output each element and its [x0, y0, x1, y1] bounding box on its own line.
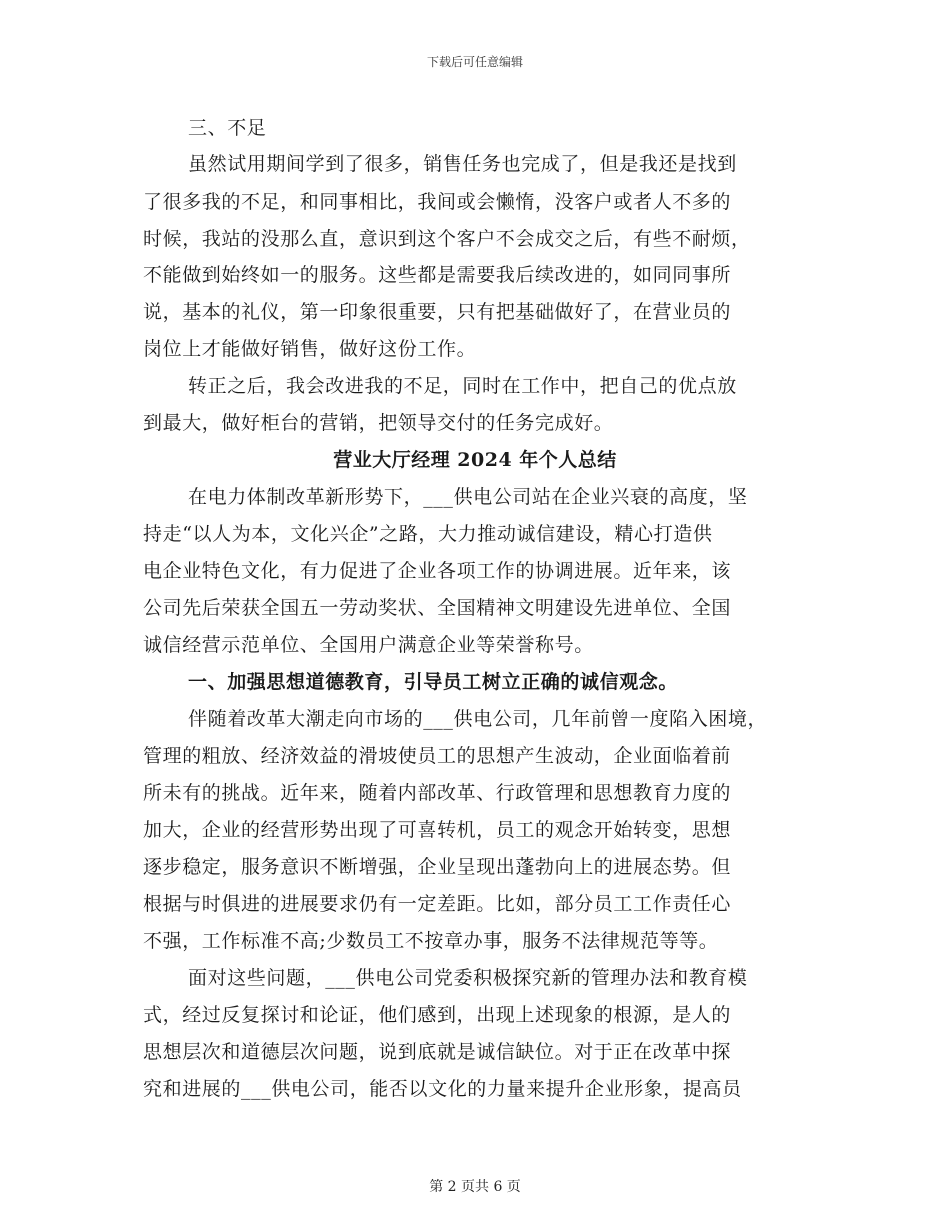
paragraph-line: 虽然试用期间学到了很多，销售任务也完成了，但是我还是找到: [188, 153, 737, 175]
paragraph-line: 式，经过反复探讨和论证，他们感到，出现上述现象的根源，是人的: [143, 1004, 732, 1026]
paragraph-line: 所未有的挑战。近年来，随着内部改革、行政管理和思想教育力度的: [143, 782, 732, 804]
section-heading-ethics: 一、加强思想道德教育，引导员工树立正确的诚信观念。: [188, 671, 679, 693]
paragraph-line: 究和进展的___供电公司，能否以文化的力量来提升企业形象，提高员: [143, 1078, 742, 1100]
paragraph-line: 到最大，做好柜台的营销，把领导交付的任务完成好。: [143, 412, 614, 434]
paragraph-line: 管理的粗放、经济效益的滑坡使员工的思想产生波动，企业面临着前: [143, 745, 732, 767]
paragraph-line: 不强，工作标准不高;少数员工不按章办事，服务不法律规范等等。: [143, 930, 719, 952]
paragraph-line: 了很多我的不足，和同事相比，我间或会懒惰，没客户或者人不多的: [143, 191, 732, 213]
paragraph-line: 诚信经营示范单位、全国用户满意企业等荣誉称号。: [143, 634, 594, 656]
paragraph-line: 不能做到始终如一的服务。这些都是需要我后续改进的，如同同事所: [143, 264, 732, 286]
paragraph-line: 岗位上才能做好销售，做好这份工作。: [143, 338, 477, 360]
paragraph-line: 伴随着改革大潮走向市场的___供电公司，几年前曾一度陷入困境，: [188, 708, 768, 730]
paragraph-line: 面对这些问题，___供电公司党委积极探究新的管理办法和教育模: [188, 967, 748, 989]
document-title: 营业大厅经理 2024 年个人总结: [333, 449, 617, 471]
paragraph-line: 说，基本的礼仪，第一印象很重要，只有把基础做好了，在营业员的: [143, 301, 732, 323]
section-heading-shortcomings: 三、不足: [188, 117, 267, 139]
paragraph-line: 转正之后，我会改进我的不足，同时在工作中，把自己的优点放: [188, 375, 737, 397]
paragraph-line: 持走“以人为本，文化兴企”之路，大力推动诚信建设，精心打造供: [143, 523, 713, 545]
paragraph-line: 加大，企业的经营形势出现了可喜转机，员工的观念开始转变，思想: [143, 819, 732, 841]
paragraph-line: 时候，我站的没那么直，意识到这个客户不会成交之后，有些不耐烦，: [143, 228, 751, 250]
paragraph-line: 公司先后荣获全国五一劳动奖状、全国精神文明建设先进单位、全国: [143, 597, 732, 619]
paragraph-line: 在电力体制改革新形势下，___供电公司站在企业兴衰的高度，坚: [188, 486, 748, 508]
header-note: 下载后可任意编辑: [426, 55, 523, 69]
paragraph-line: 思想层次和道德层次问题，说到底就是诚信缺位。对于正在改革中探: [143, 1041, 732, 1063]
paragraph-line: 电企业特色文化，有力促进了企业各项工作的协调进展。近年来，该: [143, 560, 732, 582]
paragraph-line: 逐步稳定，服务意识不断增强，企业呈现出蓬勃向上的进展态势。但: [143, 856, 732, 878]
paragraph-line: 根据与时俱进的进展要求仍有一定差距。比如，部分员工工作责任心: [143, 893, 732, 915]
page-number: 第 2 页共 6 页: [429, 1179, 521, 1195]
